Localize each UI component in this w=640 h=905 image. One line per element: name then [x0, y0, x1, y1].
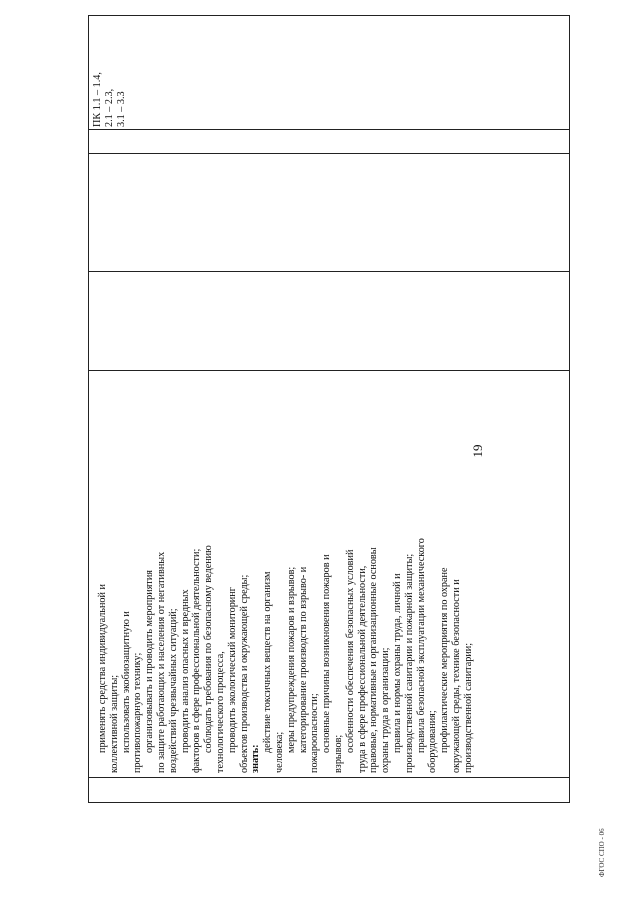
footer-label: ФГОС СПО - 06 [598, 828, 606, 877]
column-divider-1 [88, 777, 570, 778]
skill-line: особенности обеспечения безопасных условий [344, 549, 356, 753]
skill-line: правовые, нормативные и организационные основы [368, 547, 380, 773]
skill-line: правила безопасной эксплуатации механического [415, 538, 427, 753]
table-top-border [88, 15, 89, 803]
skill-line: оборудования; [427, 710, 439, 773]
table-bottom-border [569, 15, 570, 803]
column-divider-3 [88, 271, 570, 272]
section-heading: знать: [250, 744, 262, 773]
competency-code-line: ПК 1.1 – 1.4, [92, 72, 103, 127]
column-divider-2 [88, 370, 570, 371]
column-divider-4 [88, 153, 570, 154]
competency-code-line: 3.1 – 3.3 [115, 91, 127, 127]
column-divider-5 [88, 129, 570, 130]
skill-line: противопожарную технику; [132, 652, 144, 773]
skill-line: организовывать и проводить мероприятия [144, 570, 156, 753]
skill-line: использовать экобиозащитную и [120, 611, 132, 753]
skill-line: пожароопасности; [309, 693, 321, 773]
skill-line: меры предупреждения пожаров и взрывов; [285, 566, 297, 753]
competency-code-line: 2.1 – 2.3, [103, 88, 115, 127]
skill-line: основные причины возникновения пожаров и [321, 554, 333, 753]
skill-line: взрывов; [332, 734, 344, 773]
skill-line: технологического процесса, [214, 651, 226, 773]
skill-line: профилактические мероприятия по охране [439, 567, 451, 753]
skill-line: категорирование производств по взрыво- и [297, 566, 309, 753]
skill-line: человека; [273, 731, 285, 773]
skill-line: действие токсичных веществ на организм [262, 571, 274, 753]
skill-line: факторов в сфере профессиональной деятельности; [191, 548, 203, 773]
skill-line: правила и нормы охраны труда, личной и [391, 573, 403, 753]
skill-line: соблюдать требования по безопасному ведению [203, 545, 215, 753]
skill-line: применять средства индивидуальной и [97, 584, 108, 753]
skill-line: окружающей среды, технике безопасности и [450, 579, 462, 773]
skill-line: проводить анализ опасных и вредных [179, 589, 191, 753]
skill-line: охраны труда в организации; [380, 647, 392, 773]
skill-line: воздействий чрезвычайных ситуаций; [167, 608, 179, 773]
table-right-border [88, 15, 570, 16]
skill-line: проводить экологический мониторинг [226, 587, 238, 753]
page-number: 19 [470, 444, 485, 458]
skills-knowledge-cell [97, 538, 475, 773]
competency-codes [92, 72, 127, 127]
skill-line: коллективной защиты; [108, 674, 120, 773]
table-left-border [88, 802, 570, 803]
skill-line: производственной санитарии; [462, 642, 474, 773]
skill-line: производственной санитарии и пожарной защиты; [403, 553, 415, 773]
skill-line: объектов производства и окружающей среды; [238, 574, 250, 773]
skill-line: по защите работающих и населения от негативных [155, 551, 167, 773]
skill-line: труда в сфере профессиональной деятельности, [356, 565, 368, 773]
